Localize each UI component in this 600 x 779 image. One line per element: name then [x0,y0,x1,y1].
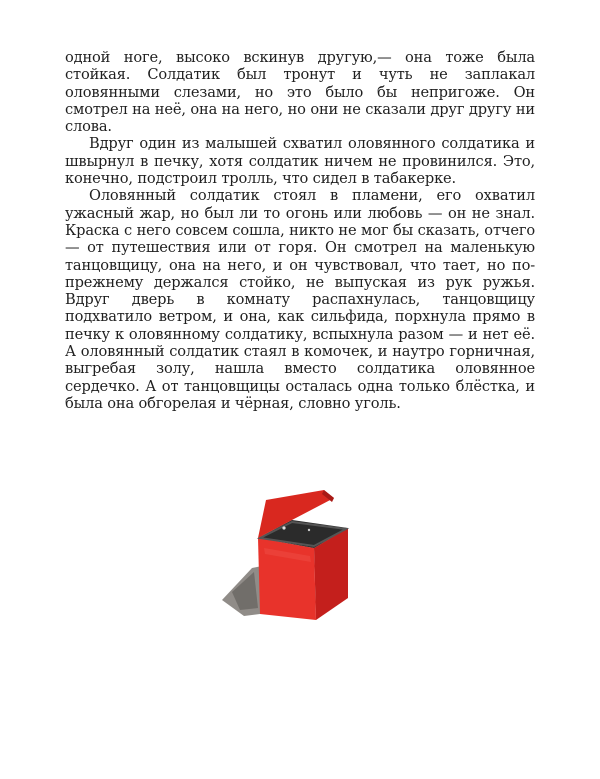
paragraph-1: одной ноге, высоко вскинув другую,— она тоже была стойкая. Солдатик был тронут и чуть не заплакал оловянными слезами, но это было бы непригоже. Он смотрел на неё, она на него, но они не сказали друг другу ни слова. [65,49,535,136]
paragraph-2: Вдруг один из малышей схватил оловянного солдатика и швырнул в печку, хотя солдатик ничем не провинился. Это, конечно, подстроил тролль, что сидел в табакерке. [65,135,535,188]
paragraph-3: Оловянный солдатик стоял в пламени, его охватил ужасный жар, но был ли то огонь или любовь — он не знал. Краска с него совсем сошла, никто не мог бы сказать, отчего — от путешествия или от горя. Он смотрел на маленькую танцовщицу, она на него, и он чувствовал, что тает, но по-прежнему держался стойко, не выпуская из рук ружья. Вдруг дверь в комнату распахнулась, танцовщицу подхватило ветром, и она, как сильфида, порхнула прямо в печку к оловянному солдатику, вспыхнула разом — и нет её. А оловянный солдатик стаял в комочек, и наутро горничная, выгребая золу, нашла вместо солдатика оловянное сердечко. А от танцовщицы осталась одна только блёстка, и была она обгорелая и чёрная, словно уголь. [65,187,535,412]
snuffbox-glint [308,529,310,531]
snuffbox-illustration [214,488,374,623]
snuffbox-glint [282,526,285,529]
story-text [65,49,535,412]
